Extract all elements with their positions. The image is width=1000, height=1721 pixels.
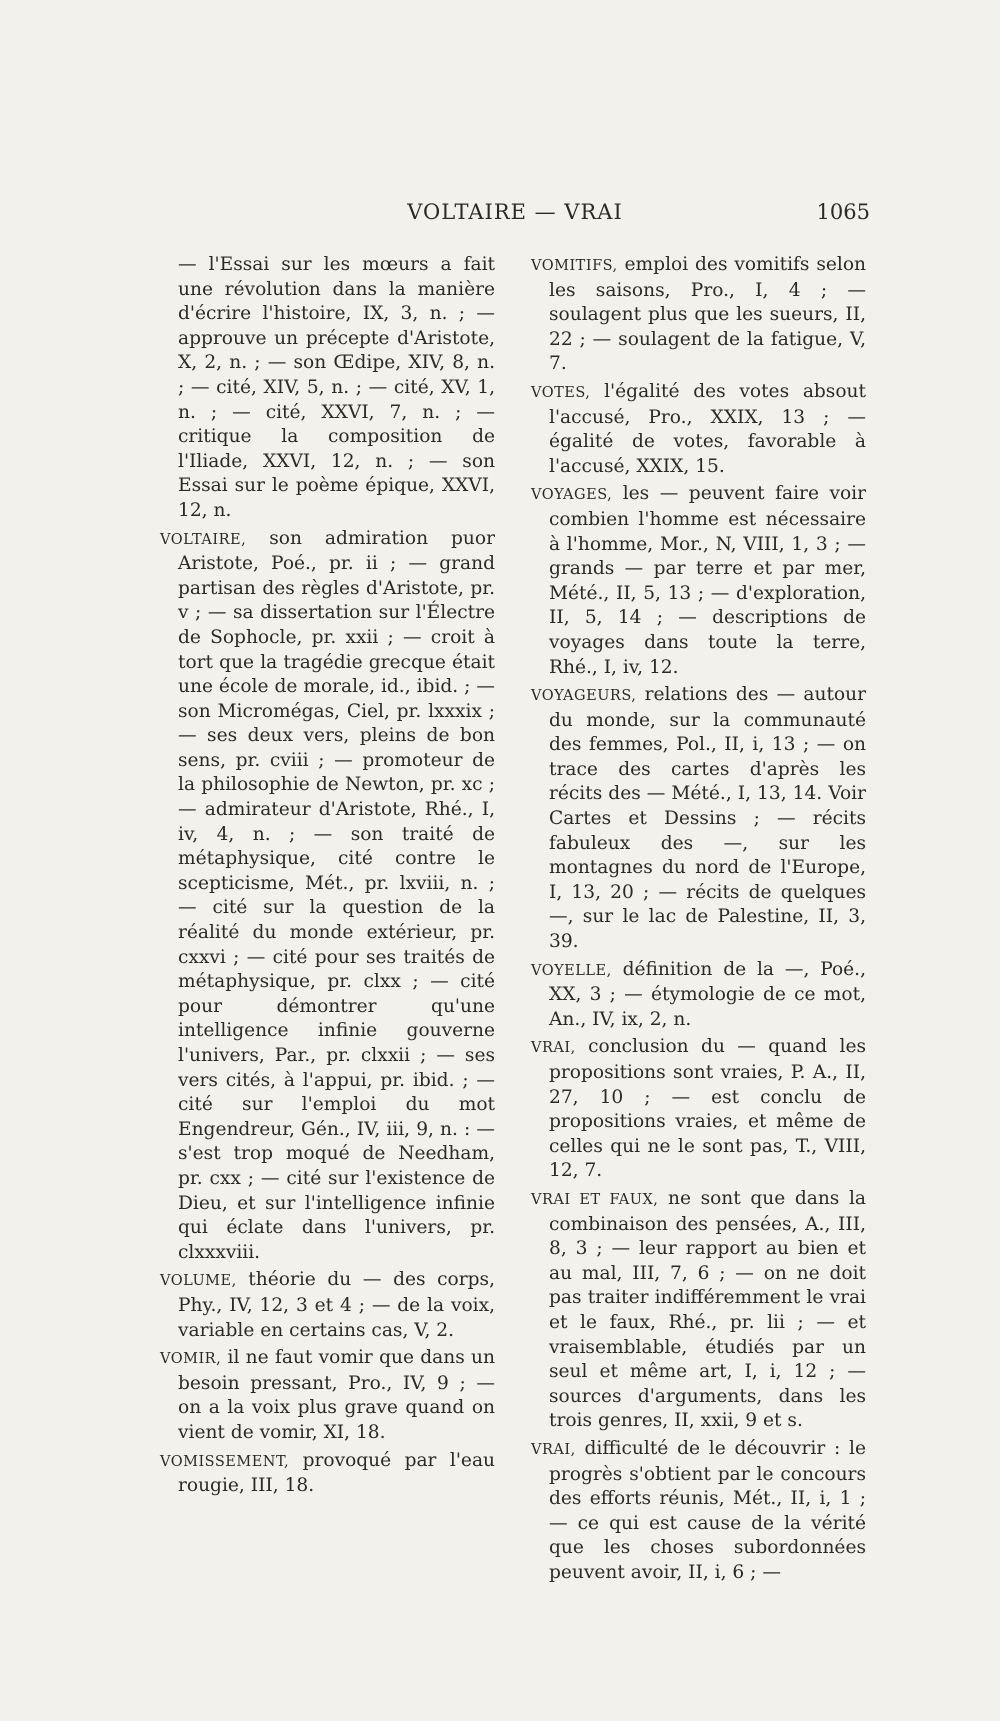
index-entry: [160, 253, 495, 524]
index-entry: [160, 1346, 495, 1445]
entry-headword: VOMITIFS,: [531, 258, 618, 274]
entry-text: théorie du — des corps, Phy., IV, 12, 3 et 4 ; — de la voix, variable en certains cas, V, 2.: [178, 1269, 495, 1341]
page-number: 1065: [816, 200, 870, 224]
entry-text: — l'Essai sur les mœurs a fait une révolution dans la manière d'écrire l'histoire, IX, 3, n. ; — approuve un précepte d'Aristote, X, 2, n. ; — son Œdipe, XIV, 8, n. ; — cité, XIV, 5, n. ; — cité, XV, 1, n. ; — cité, XXVI, 7, n. ; — critique la composition de l'Iliade, XXVI, 12, n. ; — son Essai sur le poème épique, XXVI, 12, n.: [178, 254, 495, 521]
entry-text: difficulté de le découvrir : le progrès s'obtient par le concours des efforts réunis, Mét., II, i, 1 ; — ce qui est cause de la vérité que les choses subordonnées peuvent avoir, II, i, 6 ; —: [549, 1437, 866, 1583]
entry-text: provoqué par l'eau rougie, III, 18.: [178, 1449, 495, 1497]
entry-headword: VOLTAIRE,: [160, 531, 247, 548]
entry-headword: VOTES,: [531, 384, 591, 401]
index-entry: [531, 1035, 866, 1184]
index-entry: [531, 1187, 866, 1434]
index-entry: [531, 683, 866, 955]
entry-headword: VOLUME,: [160, 1273, 237, 1290]
index-entry: [531, 253, 866, 377]
index-entry: [160, 527, 495, 1266]
entry-headword: VOMIR,: [160, 1351, 222, 1368]
entry-text: relations des — autour du monde, sur la communauté des femmes, Pol., II, i, 13 ; — on trace des cartes d'après les récits des — Mété., I, 13, 14. Voir Cartes et Dessins ; — récits fabuleux des —, sur les montagnes du nord de l'Europe, I, 13, 20 ; — récits de quelques —, sur le lac de Palestine, II, 3, 39.: [549, 684, 866, 953]
entry-text: emploi des vomitifs selon les saisons, Pro., I, 4 ; — soulagent plus que les sueurs, II, 22 ; — soulagent de la fatigue, V, 7.: [549, 254, 866, 375]
index-entry: [531, 380, 866, 479]
entry-headword: VRAI,: [531, 1441, 576, 1458]
running-title: VOLTAIRE — VRAI: [407, 200, 623, 224]
index-entry: [160, 1449, 495, 1499]
entry-headword: VOMISSEMENT,: [160, 1453, 290, 1470]
entry-headword: VRAI,: [531, 1040, 576, 1057]
entry-headword: VOYAGES,: [531, 487, 613, 504]
index-entry: [160, 1268, 495, 1343]
index-entry: [531, 482, 866, 680]
entry-text: l'égalité des votes absout l'accusé, Pro., XXIX, 13 ; — égalité de votes, favorable à l'accusé, XXIX, 15.: [549, 380, 866, 477]
entry-headword: VRAI ET FAUX,: [531, 1191, 659, 1208]
running-head: [160, 200, 870, 228]
left-column: [160, 253, 495, 1502]
right-column: [531, 253, 866, 1588]
entry-text: les — peuvent faire voir combien l'homme est nécessaire à l'homme, Mor., N, VIII, 1, 3 ; — grands — par terre et par mer, Mété., II, 5, 13 ; — d'exploration, II, 5, 14 ; — descriptions de voyages dans toute la terre, Rhé., I, iv, 12.: [549, 483, 866, 678]
index-entry: [531, 1437, 866, 1586]
entry-text: ne sont que dans la combinaison des pensées, A., III, 8, 3 ; — leur rapport au bien et au mal, III, 7, 6 ; — on ne doit pas traiter indifféremment le vrai et le faux, Rhé., pr. lii ; — et vraisemblable, étudiés par un seul et même art, I, i, 12 ; — sources d'arguments, dans les trois genres, II, xxii, 9 et s.: [549, 1187, 866, 1432]
entry-text: il ne faut vomir que dans un besoin pressant, Pro., IV, 9 ; — on a la voix plus grave quand on vient de vomir, XI, 18.: [178, 1347, 495, 1443]
entry-text: conclusion du — quand les propositions sont vraies, P. A., II, 27, 10 ; — est conclu de propositions vraies, et même de celles qui ne le sont pas, T., VIII, 12, 7.: [549, 1036, 866, 1182]
entry-text: définition de la —, Poé., XX, 3 ; — étymologie de ce mot, An., IV, ix, 2, n.: [549, 958, 866, 1030]
index-entry: [531, 958, 866, 1033]
entry-headword: VOYAGEURS,: [531, 688, 637, 705]
entry-headword: VOYELLE,: [531, 962, 612, 979]
entry-text: son admiration puor Aristote, Poé., pr. ii ; — grand partisan des règles d'Aristote, pr. v ; — sa dissertation sur l'Électre de Sophocle, pr. xxii ; — croit à tort que la tragédie grecque était une école de morale, id., ibid. ; — son Micromégas, Ciel, pr. lxxxix ; — ses deux vers, pleins de bon sens, pr. cviii ; — promoteur de la philosophie de Newton, pr. xc ; — admirateur d'Aristote, Rhé., I, iv, 4, n. ; — son traité de métaphysique, cité contre le scepticisme, Mét., pr. lxviii, n. ; — cité sur la question de la réalité du monde extérieur, pr. cxxvi ; — cité pour ses traités de métaphysique, pr. clxx ; — cité pour démontrer qu'une intelligence infinie gouverne l'univers, Par., pr. clxxii ; — ses vers cités, à l'appui, pr. ibid. ; — cité sur l'emploi du mot Engendreur, Gén., IV, iii, 9, n. : — s'est trop moqué de Needham, pr. cxx ; — cité sur l'existence de Dieu, et sur l'intelligence infinie qui éclate dans l'univers, pr. clxxxviii.: [178, 527, 495, 1263]
